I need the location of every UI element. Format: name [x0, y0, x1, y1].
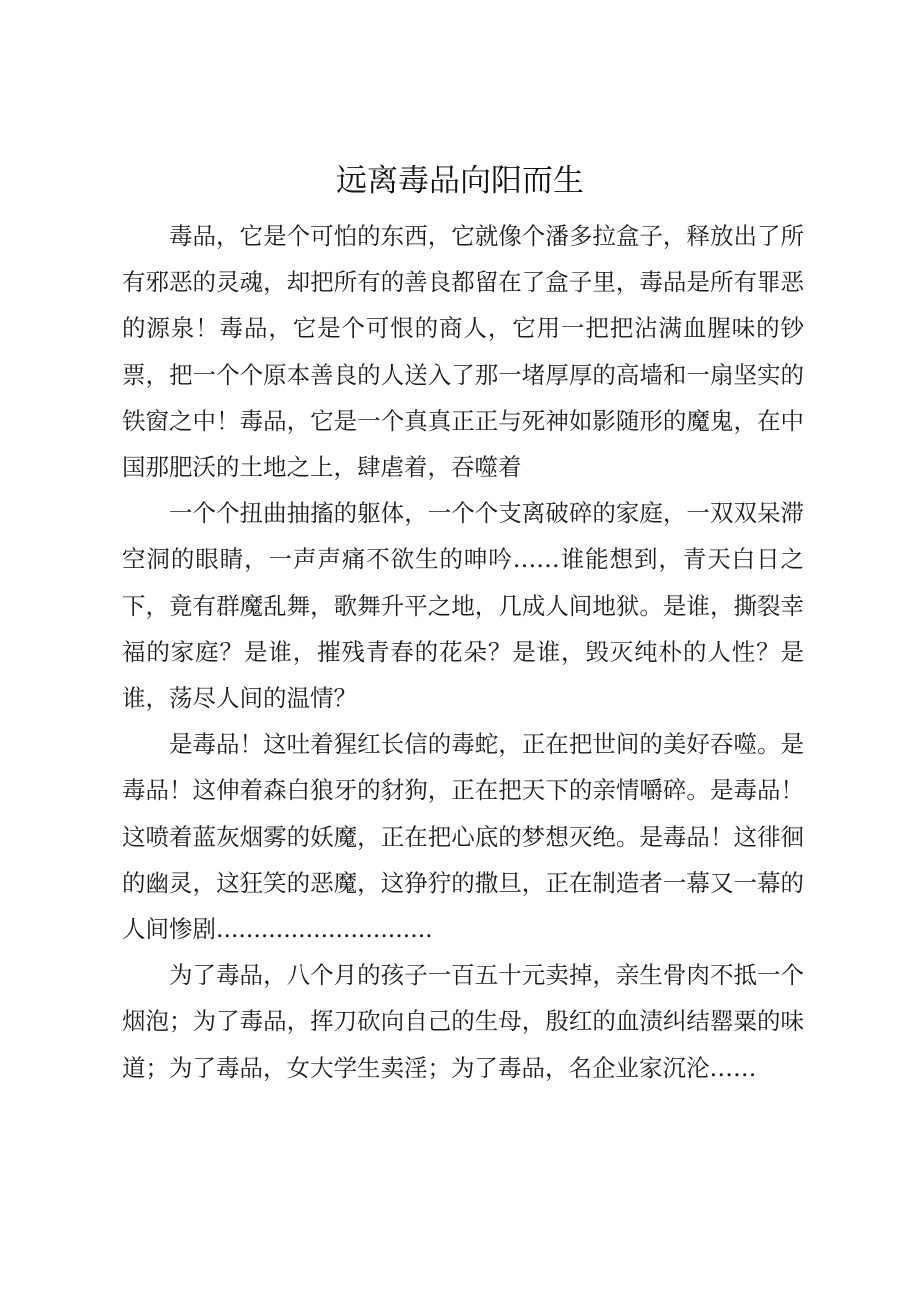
paragraph-2: 一个个扭曲抽搐的躯体，一个个支离破碎的家庭，一双双呆滞空洞的眼睛，一声声痛不欲生的呻吟……谁能想到，青天白日之下，竟有群魔乱舞，歌舞升平之地，几成人间地狱。是谁，撕裂幸福的家庭？是谁，摧残青春的花朵？是谁，毁灭纯朴的人性？是谁，荡尽人间的温情？ [122, 499, 804, 713]
paragraph-4: 为了毒品，八个月的孩子一百五十元卖掉，亲生骨肉不抵一个烟泡；为了毒品，挥刀砍向自己的生母，殷红的血渍纠结罂粟的味道；为了毒品，女大学生卖淫；为了毒品，名企业家沉沦…… [122, 961, 804, 1082]
document-body [122, 213, 804, 1091]
document-title: 远离毒品向阳而生 [336, 163, 584, 199]
paragraph-1: 毒品，它是个可怕的东西，它就像个潘多拉盒子，释放出了所有邪恶的灵魂，却把所有的善良都留在了盒子里，毒品是所有罪恶的源泉！毒品，它是个可恨的商人，它用一把把沾满血腥味的钞票，把一个个原本善良的人送入了那一堵厚厚的高墙和一扇坚实的铁窗之中！毒品，它是一个真真正正与死神如影随形的魔鬼，在中国那肥沃的土地之上，肆虐着，吞噬着 [122, 222, 804, 482]
paragraph-3: 是毒品！这吐着猩红长信的毒蛇，正在把世间的美好吞噬。是毒品！这伸着森白狼牙的豺狗，正在把天下的亲情嚼碎。是毒品！这喷着蓝灰烟雾的妖魔，正在把心底的梦想灭绝。是毒品！这徘徊的幽灵，这狂笑的恶魔，这狰狞的撒旦，正在制造者一幕又一幕的人间惨剧............................. [122, 730, 804, 944]
